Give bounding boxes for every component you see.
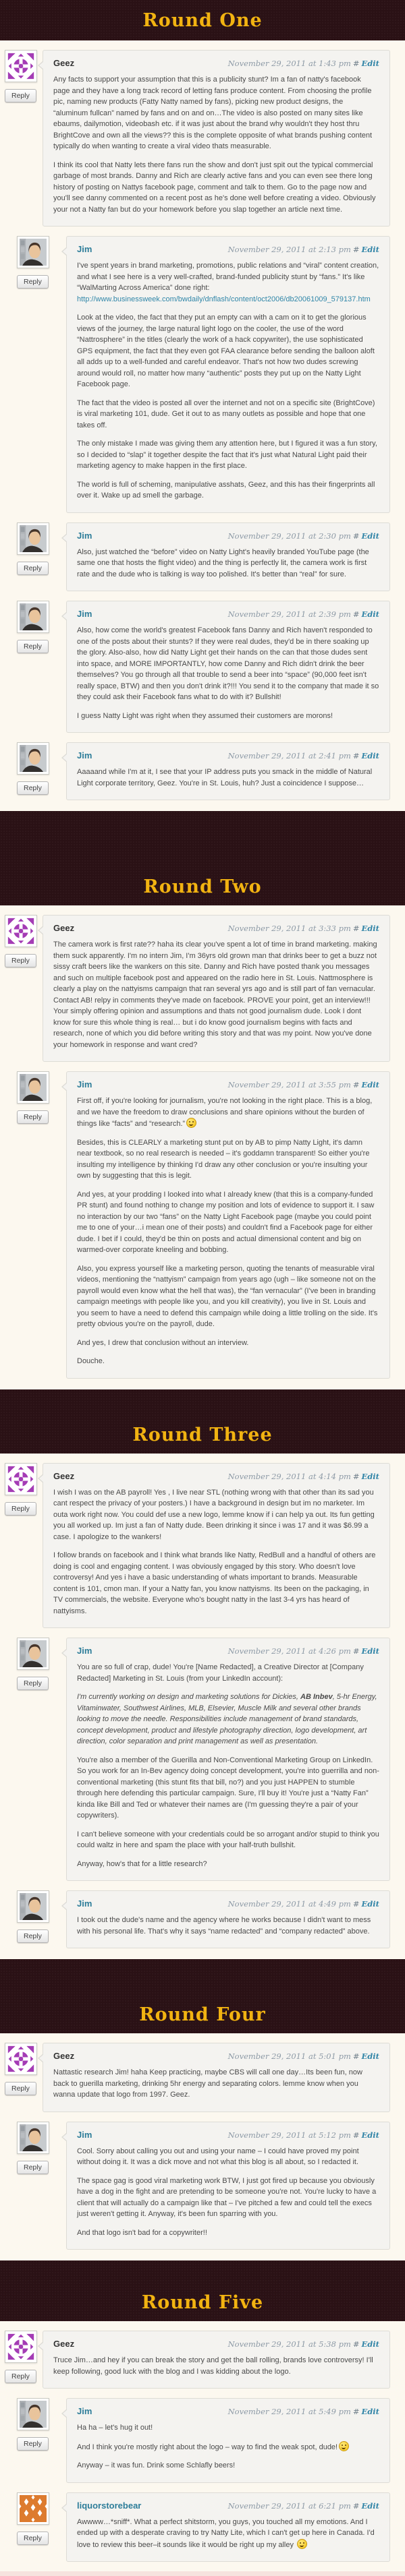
- jim-photo-icon: [20, 1640, 47, 1667]
- paragraph-text: Awwww…*sniff*. What a perfect shitstorm, you guys, you touched all my emotions. And I ended up with a desperate craving to try Natty Lite, which I can't get up here in Canada. I'd love to review this beer–it sounds like it would be right up my alley: [77, 2517, 375, 2549]
- comment: [0, 236, 405, 513]
- round-title: Round Two: [143, 876, 262, 897]
- comment-paragraph: [77, 2441, 379, 2453]
- geez-identicon-icon: [7, 53, 34, 80]
- permalink-hash[interactable]: #: [352, 924, 360, 933]
- comment-author: Geez: [53, 2339, 75, 2349]
- comment-timestamp: November 29, 2011 at 5:49 pm: [227, 2407, 351, 2416]
- comment-meta: [228, 1646, 379, 1656]
- jim-avatar: [17, 1890, 49, 1923]
- smiley-emoji-icon: [297, 2539, 307, 2549]
- jim-avatar: [17, 742, 49, 775]
- edit-link[interactable]: Edit: [361, 924, 379, 933]
- geez-identicon-icon: [7, 1466, 34, 1493]
- permalink-hash[interactable]: #: [352, 751, 360, 760]
- geez-identicon-icon: [7, 2333, 34, 2360]
- comment: [0, 2492, 405, 2563]
- comment-paragraph: [77, 260, 379, 305]
- reply-button[interactable]: Reply: [17, 562, 49, 575]
- comment-timestamp: November 29, 2011 at 2:39 pm: [227, 609, 351, 619]
- permalink-hash[interactable]: #: [352, 2500, 360, 2511]
- comment-paragraph: I think its cool that Natty lets there fans run the show and don't just spit out the typical commercial garbage of most brands. Danny and Rich are clearly active fans and you can even see there long history of posting on Nattys facebook page, comment and talk to them. Go to the page now and you'll see danny commented on a recent post as he's done well before creating a video. Obviously your not a Natty fan but do your homework before you slap together an article next time.: [53, 160, 376, 214]
- comment-bubble: [43, 1463, 390, 1629]
- geez-avatar: [5, 915, 37, 947]
- comment-paragraph: Also, just watched the “before” video on Natty Light's heavily branded YouTube page (the same one that hosts the flight video) and the thing is perfectly lit, the camera work is first rate and the dude who is talking is way too polished. It's better than “real” for sure.: [77, 547, 369, 578]
- comment-author[interactable]: Jim: [77, 750, 92, 760]
- jim-avatar: [17, 1071, 49, 1104]
- comment-author[interactable]: Jim: [77, 1079, 92, 1089]
- linkedin-quote: [77, 1691, 379, 1747]
- permalink-hash[interactable]: #: [352, 245, 360, 254]
- reply-button[interactable]: Reply: [17, 1110, 49, 1124]
- comment-paragraph: And that logo isn't bad for a copywriter!!: [77, 2228, 207, 2237]
- comment-paragraph: I took out the dude's name and the agency where he works because I didn't want to mess with his personal life. That's why it says “name redacted” and “company redacted” above.: [77, 1916, 371, 1936]
- jim-photo-icon: [20, 239, 47, 266]
- comment-paragraph: [77, 1096, 379, 1130]
- round-header: [0, 0, 405, 40]
- round-header: [0, 1389, 405, 1454]
- permalink-hash[interactable]: #: [352, 531, 360, 541]
- comment-author[interactable]: Jim: [77, 1646, 92, 1656]
- paragraph-text: , 5-hr Energy, Vitaminwater, Southwest Airlines, MLB, Elsevier, Muscle Milk and several other brands looking to move the needle. Responsibilities include management of brand standards, concept development, product and lifestyle photography direction, logo development, art direction, color separation and print management as well as presentation.: [77, 1693, 377, 1745]
- reply-button[interactable]: Reply: [17, 781, 49, 795]
- edit-link[interactable]: Edit: [361, 1899, 379, 1909]
- comment-author: Geez: [53, 1470, 75, 1481]
- jim-avatar: [17, 522, 49, 555]
- round-title: Round Three: [132, 1424, 273, 1445]
- comment-meta: [228, 1080, 379, 1089]
- comment-paragraph: Besides, this is CLEARLY a marketing stunt put on by AB to pimp Natty Light, it's damn near textbook, so no real research is needed – it's goddamn transparent! So either you're insulting my intelligence by thinking I'd draw any other conclusion or you're insulting your own by suggesting that this is legit.: [77, 1138, 370, 1180]
- permalink-hash[interactable]: #: [352, 609, 360, 619]
- comment-author[interactable]: Jim: [77, 609, 92, 619]
- jim-avatar: [17, 1638, 49, 1670]
- comment-paragraph: Truce Jim…and hey if you can break the story and get the ball rolling, brands love controversy! I'll keep following, good luck with the blog and I was kidding about the logo.: [53, 2356, 373, 2376]
- comment-paragraph: Any facts to support your assumption that this is a publicity stunt? Im a fan of natty's facebook page and they have a long track record of letting fans produce content. From choosing the profile pic, naming new products (Fatty Natty named by fans), picking new product designs, the “aluminum fullcan” named by fans and on and on…The video is also posted on many sites like ebaums, dailymotion, videobash etc. if it was just about the brand why wouldn't they host thru BrightCove and own all the views?? this is the complete opposite of what brands pushing content typically do when wanting to create a viral video thats measurable.: [53, 76, 373, 150]
- edit-link[interactable]: Edit: [361, 531, 379, 541]
- comment-bubble: [43, 915, 390, 1062]
- reply-button[interactable]: Reply: [5, 954, 36, 967]
- comment-meta: [228, 2501, 379, 2511]
- smiley-emoji-icon: [339, 2441, 349, 2451]
- comment-bubble: [66, 742, 390, 800]
- comment-paragraph: Anyway – it was fun. Drink some Schlafly beers!: [77, 2461, 236, 2469]
- comment-meta: [228, 751, 379, 760]
- smiley-emoji-icon: [186, 1118, 196, 1128]
- comment: [0, 1463, 405, 1629]
- comment-paragraph: The only mistake I made was giving them any attention here, but I figured it was a fun story, so I decided to “slap” it together despite the fact that it's just what Natural Light paid their marketing agency to make happen in the first place.: [77, 440, 377, 470]
- comment: [0, 915, 405, 1062]
- jim-photo-icon: [20, 603, 47, 630]
- comment: [0, 50, 405, 227]
- round-title: Round Five: [141, 2292, 264, 2313]
- comment-bubble: [66, 522, 390, 592]
- comment: [0, 1890, 405, 1948]
- comment-timestamp: November 29, 2011 at 2:13 pm: [227, 245, 351, 254]
- permalink-hash[interactable]: #: [352, 1471, 360, 1481]
- geez-avatar: [5, 2043, 37, 2075]
- permalink-hash[interactable]: #: [352, 1646, 360, 1656]
- comment-timestamp: November 29, 2011 at 4:49 pm: [227, 1899, 351, 1909]
- comment-author[interactable]: Jim: [77, 1898, 92, 1909]
- comment-paragraph: You are so full of crap, dude! You're [Name Redacted], a Creative Director at [Company Redacted] Marketing in St. Louis (from your LinkedIn account):: [77, 1663, 364, 1683]
- comment-meta: [228, 2339, 379, 2349]
- comment-paragraph: And yes, at your prodding I looked into what I already knew (that this is a company-funded PR stunt) and found nothing to change my position and lots of evidence to support it. I saw no interaction by our two “fans” on the Natty Light Facebook page (maybe you could point me to one of your…i mean one of their posts) and couldn't find a Facebook page for either dude. I bet if I could, they'd be thin on posts and actual dimensional content and big on warmed-over corporate kneeling and bobbing.: [77, 1190, 375, 1254]
- round-title: Round Four: [139, 2004, 266, 2025]
- comment-timestamp: November 29, 2011 at 1:43 pm: [227, 59, 351, 68]
- comment-bubble: [66, 2122, 390, 2250]
- paragraph-text: I've spent years in brand marketing, promotions, public relations and “viral” content creation, and what I see here is a very well-crafted, brand-funded publicity stunt by “fans.” It's like “WalMarting Across America” done right:: [77, 262, 379, 292]
- round-header: [0, 1959, 405, 2033]
- comment-paragraph: Nattastic research Jim! haha Keep practicing, maybe CBS will call one day…Its been fun, now back to guerilla marketing, drinking 5hr energy and separating colors. lemme know when you wanna update that logo from 1997. Geez.: [53, 2068, 362, 2099]
- comment-author[interactable]: Jim: [77, 2406, 92, 2416]
- comment-meta: [228, 924, 379, 933]
- geez-identicon-icon: [7, 918, 34, 945]
- permalink-hash[interactable]: #: [352, 2051, 360, 2061]
- geez-avatar: [5, 2331, 37, 2363]
- comment-bubble: [43, 2043, 390, 2112]
- geez-avatar: [5, 50, 37, 82]
- comment: [0, 1638, 405, 1881]
- paragraph-bold-text: AB Inbev: [300, 1693, 333, 1701]
- comment-paragraph: And yes, I drew that conclusion without an interview.: [77, 1338, 249, 1347]
- reply-button[interactable]: Reply: [17, 2437, 49, 2451]
- comment-bubble: [43, 2331, 390, 2389]
- comment-paragraph: Also, you express yourself like a marketing person, quoting the tenants of measurable viral videos, mentioning the “nattyism” campaign from years ago (ugh – like someone not on the payroll would even know what the hell that was), the “fan vernacular” (I've been in branding campaign meetings with people like you, and you kill creativity), you live in St. Louis and you seem to have a need to defend this campaign while doing a little trolling on the side. It's pretty obvious you're on the payroll, dude.: [77, 1264, 378, 1328]
- reply-button[interactable]: Reply: [17, 275, 49, 289]
- reply-button[interactable]: Reply: [17, 2532, 49, 2545]
- edit-link[interactable]: Edit: [361, 59, 379, 68]
- comment-paragraph: [77, 2517, 379, 2551]
- jim-avatar: [17, 2122, 49, 2154]
- comment-paragraph: The fact that the video is posted all over the internet and not on a specific site (BrightCove) is viral marketing 101, dude. Get it out to as many outlets as possible and hope that one takes off.: [77, 398, 375, 429]
- reply-button[interactable]: Reply: [17, 640, 49, 653]
- comment: [0, 2122, 405, 2250]
- geez-avatar: [5, 1463, 37, 1495]
- comment-meta: [228, 2051, 379, 2061]
- comment-author: Geez: [53, 2051, 75, 2061]
- edit-link[interactable]: Edit: [361, 2130, 379, 2140]
- geez-identicon-icon: [7, 2045, 34, 2072]
- comment-author: Geez: [53, 58, 75, 68]
- comment: [0, 2398, 405, 2483]
- comment-meta: [228, 1472, 379, 1481]
- comment: [0, 742, 405, 800]
- paragraph-text: I'm currently working on design and marketing solutions for Dickies,: [77, 1693, 301, 1701]
- comment-paragraph: The space gag is good viral marketing work BTW, I just got fired up because you obviously have a dog in the fight and are pretending to be someone you're not. You're lucky to have a client that will actually do a campaign like that – I've pitched a few and could tell the execs just weren't getting it. Anyway, it's been fun sparring with you.: [77, 2176, 377, 2218]
- comment-paragraph: I wish I was on the AB payroll! Yes , I live near STL (nothing wrong with that other than its sad you cant respect the privacy of your posters.) I have a background in design but im no marketer. Im outa work right now. You could def use a new logo, lemme know if i can help ya out. Its fun getting you all worked up. Im just a fan of Natty dude. Been drinking it since i was 17 and it was $6.99 a case. I apologize to the wankers!: [53, 1488, 375, 1541]
- permalink-hash[interactable]: #: [352, 59, 360, 68]
- permalink-hash[interactable]: #: [352, 2407, 360, 2416]
- reply-button[interactable]: Reply: [17, 1677, 49, 1690]
- permalink-hash[interactable]: #: [352, 1899, 360, 1909]
- reply-button[interactable]: Reply: [5, 89, 36, 102]
- jim-photo-icon: [20, 1074, 47, 1101]
- comment-author[interactable]: liquorstorebear: [77, 2500, 142, 2511]
- reply-button[interactable]: Reply: [17, 2161, 49, 2174]
- edit-link[interactable]: Edit: [361, 245, 379, 254]
- jim-photo-icon: [20, 2401, 47, 2428]
- comment-meta: [228, 2407, 379, 2416]
- comment-paragraph: Douche.: [77, 1357, 105, 1365]
- comment-paragraph: I can't believe someone with your credentials could be so arrogant and/or stupid to think you could waltz in here and spam the place with your half-truth bullshit.: [77, 1830, 379, 1849]
- permalink-hash[interactable]: #: [352, 2130, 360, 2140]
- comment-author[interactable]: Jim: [77, 244, 92, 254]
- jim-photo-icon: [20, 1893, 47, 1920]
- comment-paragraph: You're also a member of the Guerilla and Non-Conventional Marketing Group on LinkedIn. So you work for an In-Bev agency doing concept development, you're into guerrilla and non-conventional marketing (this stunt fits that bill, no?) and you just HAPPEN to stumble through here defending this particular campaign. Sure, I'll buy it! You're just a “Natty Fan” kinda like Bill and Ted or whatever their names are (I'm guessing they're a pair of your copywriters).: [77, 1756, 379, 1820]
- edit-link[interactable]: Edit: [361, 1646, 379, 1656]
- edit-link[interactable]: Edit: [361, 2407, 379, 2416]
- jim-photo-icon: [20, 525, 47, 552]
- comment-meta: [228, 59, 379, 68]
- footer-strip: [0, 2571, 405, 2576]
- comment-timestamp: November 29, 2011 at 4:26 pm: [227, 1646, 351, 1656]
- comment: [0, 601, 405, 733]
- edit-link[interactable]: Edit: [361, 609, 379, 619]
- permalink-hash[interactable]: #: [352, 2339, 360, 2349]
- comment-meta: [228, 245, 379, 254]
- comment-paragraph: Anyway, how's that for a little research?: [77, 1859, 207, 1868]
- comment-meta: [228, 531, 379, 541]
- comment-bubble: [66, 2492, 390, 2563]
- comment-bubble: [66, 2398, 390, 2483]
- comment-paragraph: Aaaaand while I'm at it, I see that your IP address puts you smack in the middle of Natural Light corporate territory, Geez. You're in St. Louis, huh? Just a coincidence I suppose…: [77, 768, 373, 787]
- comment: [0, 522, 405, 592]
- round-header: [0, 2260, 405, 2321]
- round-header: [0, 811, 405, 905]
- comment-timestamp: November 29, 2011 at 3:33 pm: [227, 924, 351, 933]
- comment: [0, 2043, 405, 2112]
- jim-avatar: [17, 236, 49, 268]
- comment-bubble: [43, 50, 390, 227]
- comment-timestamp: November 29, 2011 at 3:55 pm: [227, 1080, 351, 1089]
- round-title: Round One: [142, 9, 263, 31]
- comment-paragraph: Ha ha – let's hug it out!: [77, 2424, 153, 2432]
- comment-paragraph: I follow brands on facebook and I think what brands like Natty, RedBull and a handful of others are doing is cool and engaging content. I was obviously engaged by this story. Who doesn't love controversy! And yes i have a basic understanding of whats important to brands. Measurable content is 101, cmon man. If your a Natty fan, you know nattyisms. Its been on the packaging, in TV commercials, the website. Everyone who's bought natty in the last 3-4 yrs has heard of nattyisms.: [53, 1551, 376, 1615]
- comment-paragraph: Look at the video, the fact that they put an empty can with a cam on it to get the glorious views of the journey, the large natural light logo on the cooler, the use of the word “Nattrosphere” in the titles (clearly the work of a hack copywriter), the use sophisticated GPS equipment, the fact that they even got FAA clearance before sending the balloon aloft all adds up to a well-funded and careful endeavor. That's not how two dudes screwing around would roll, no matter how many “authentic” posts they put up on the Natty Light Facebook page.: [77, 313, 375, 388]
- comment-bubble: [66, 1071, 390, 1379]
- comment-author: Geez: [53, 923, 75, 933]
- edit-link[interactable]: Edit: [361, 1080, 379, 1089]
- comment-timestamp: November 29, 2011 at 5:01 pm: [227, 2051, 351, 2061]
- paragraph-text: And I think you're mostly right about the logo – way to find the weak spot, dude!: [77, 2443, 338, 2451]
- comment-timestamp: November 29, 2011 at 6:21 pm: [227, 2500, 351, 2511]
- reply-button[interactable]: Reply: [5, 1502, 36, 1516]
- comment-bubble: [66, 236, 390, 513]
- comment-paragraph: Also, how come the world's greatest Facebook fans Danny and Rich haven't responded to one of the posts about their stunts? If they were real dudes, they'd be in there soaking up the glory. Also-also, how did Natty Light get their hands on the can that those dudes sent into space, and MORE IMPORTANTLY, how come Danny and Rich didn't drink the beer themselves? You go through all that trouble to send a beer into “space” (90,000 feet isn't really space, BTW) and then you don't drink it?!!! You send it to the company that made it so they could ask their Facebook fans what to do with it? Bullshit!: [77, 626, 379, 701]
- edit-link[interactable]: Edit: [361, 751, 379, 760]
- comment-paragraph: The camera work is first rate?? haha its clear you've spent a lot of time in brand marketing. making them suck apparently. I'm no intern Jim, I'm 36yrs old grown man that drinks beer to get a buzz not sissy craft beers like the wankers on this site. Danny and Rich have posted thank you messages and such on multiple facebook post and appeared on the radio here in St. Louis. Nattmosphere is clearly a play on the nattyisms campaign that ran several yrs ago and is still part of fan vernacular. Contact AB! relpy in comments they've made on facebook. PROVE your point, get an interview!!! Your simply offering opinion and assumptions and thats not good journalism dude. Look I dont know for sure this whole thing is real… but i do know good journalism begins with facts and research, none of which you did before writing this story and that was my point. Now you've done your homework in response and want cred?: [53, 940, 377, 1049]
- reply-button[interactable]: Reply: [5, 2082, 36, 2095]
- permalink-hash[interactable]: #: [352, 1080, 360, 1089]
- comment-timestamp: November 29, 2011 at 4:14 pm: [227, 1471, 351, 1481]
- reply-button[interactable]: Reply: [17, 1929, 49, 1943]
- edit-link[interactable]: Edit: [361, 2500, 379, 2511]
- edit-link[interactable]: Edit: [361, 2051, 379, 2061]
- comment: [0, 1071, 405, 1379]
- jim-photo-icon: [20, 745, 47, 772]
- comment-timestamp: November 29, 2011 at 2:30 pm: [227, 531, 351, 541]
- jim-avatar: [17, 2398, 49, 2430]
- comment-timestamp: November 29, 2011 at 5:12 pm: [227, 2130, 351, 2140]
- external-link[interactable]: http://www.businessweek.com/bwdaily/dnflash/content/oct2006/db20061009_579137.htm: [77, 295, 371, 303]
- liquorstorebear-identicon-icon: [20, 2495, 47, 2522]
- comment-timestamp: November 29, 2011 at 5:38 pm: [227, 2339, 351, 2349]
- comment-author[interactable]: Jim: [77, 530, 92, 541]
- comment: [0, 2331, 405, 2389]
- comment-meta: [228, 1899, 379, 1909]
- comment-meta: [228, 609, 379, 619]
- comment-paragraph: Cool. Sorry about calling you out and using your name – I could have proved my point without doing it. It was a dick move and not what this blog is all about, so I redacted it.: [77, 2147, 359, 2166]
- comment-bubble: [66, 601, 390, 733]
- jim-photo-icon: [20, 2124, 47, 2151]
- comment-bubble: [66, 1890, 390, 1948]
- comment-paragraph: I guess Natty Light was right when they assumed their customers are morons!: [77, 711, 333, 720]
- edit-link[interactable]: Edit: [361, 1471, 379, 1481]
- comment-bubble: [66, 1638, 390, 1881]
- comment-author[interactable]: Jim: [77, 2129, 92, 2140]
- edit-link[interactable]: Edit: [361, 2339, 379, 2349]
- jim-avatar: [17, 601, 49, 633]
- reply-button[interactable]: Reply: [5, 2370, 36, 2383]
- liquorstorebear-avatar: [17, 2492, 49, 2525]
- comment-meta: [228, 2130, 379, 2140]
- comment-paragraph: The world is full of scheming, manipulative asshats, Geez, and this has their fingerprints all over it. Wake up ad smell the garbage.: [77, 480, 375, 500]
- comment-timestamp: November 29, 2011 at 2:41 pm: [227, 751, 351, 760]
- paragraph-text: First off, if you're looking for journalism, you're not looking in the right place. This is a blog, and we have the freedom to draw conclusions and share opinions without the burden of things like “facts” and “research.”: [77, 1097, 373, 1128]
